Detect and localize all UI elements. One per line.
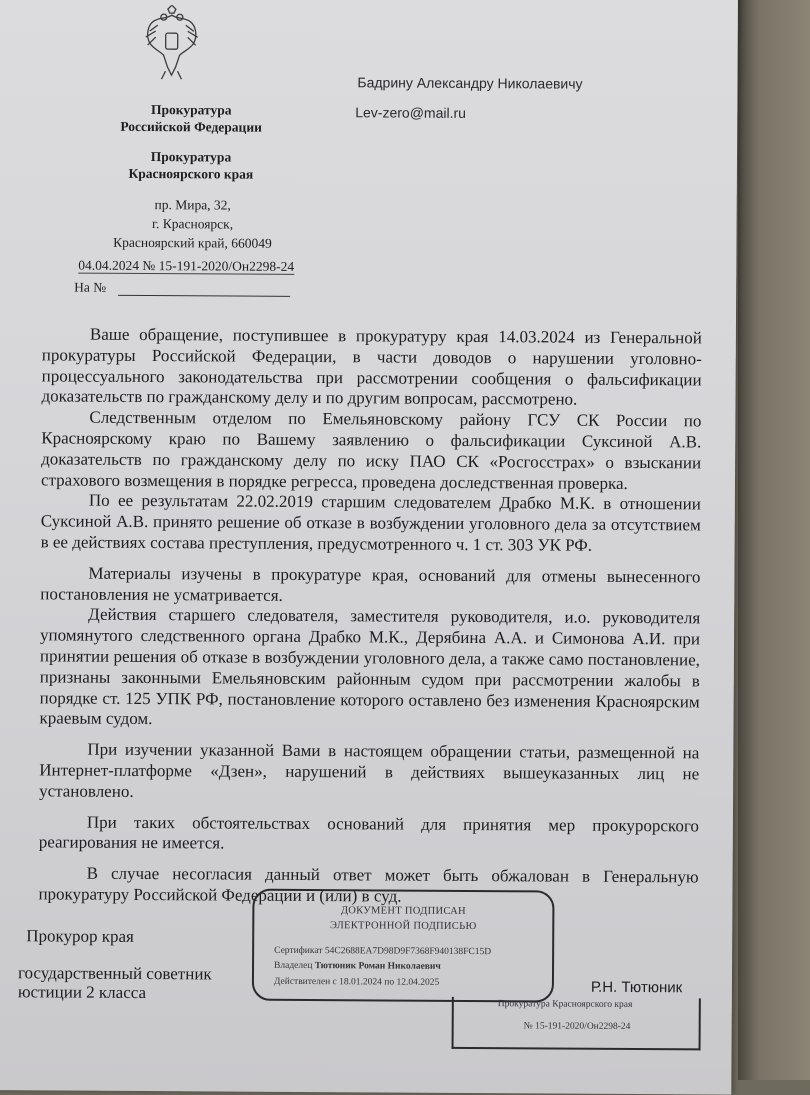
body-paragraph: Действия старшего следователя, заместителя руководителя, и.о. руководителя упомянутого следственного органа Драбко М.К., Дерябина А.А. и Симонова А.И. при принятии решения об отказе в возбуждении уголовного дела, а также само постановление, признаны законными Емельяновским районным судом при рассмотрении жалобы в порядке ст. 125 УПК РФ, постановление которого оставлено без изменения Красноярским краевым судом.: [39, 605, 701, 729]
address-line: пр. Мира, 32,: [154, 197, 231, 213]
body-paragraph: По ее результатам 22.02.2019 старшим следователем Драбко М.К. в отношении Суксиной А.В. принято решение об отказе в возбуждении уголовного дела за отсутствием в ее действиях состава преступления, предусмотренного ч. 1 ст. 303 УК РФ.: [40, 491, 701, 555]
org-line: Прокуратура: [150, 102, 232, 118]
body-paragraph: В случае несогласия данный ответ может быть обжалован в Генеральную прокуратуру Российской Федерации и (или) в суд.: [38, 863, 699, 906]
org-name-regional: [61, 147, 321, 183]
org-line: Красноярского края: [128, 165, 254, 182]
outgoing-ref-text: 04.04.2024 № 15-191-2020/Он2298-24: [78, 257, 295, 274]
body-paragraph: Материалы изучены в прокуратуре края, оснований для отмены вынесенного постановления не усматривается.: [40, 563, 701, 605]
address-line: Красноярский край, 660049: [113, 234, 272, 251]
registration-number: № 15-191-2020/Он2298-24: [523, 1021, 631, 1032]
signatory-name: Р.Н. Тютюник: [590, 978, 683, 997]
body-paragraph: При изучении указанной Вами в настоящем обращении статьи, размещенной на Интернет-платформе «Дзен», нарушений в действиях вышеуказанных лиц не установлено.: [39, 739, 700, 801]
stamp-owner-label: Владелец: [274, 960, 313, 972]
org-line: Российской Федерации: [120, 118, 262, 135]
incoming-reference-label: На №: [74, 279, 107, 295]
org-name-federal: [61, 100, 321, 136]
body-paragraph: При таких обстоятельствах оснований для принятия мер прокурорского реагирования не имеется.: [38, 812, 699, 853]
body-paragraph: Ваше обращение, поступившее в прокуратуру края 14.03.2024 из Генеральной прокуратуры Российской Федерации, в части доводов о нарушении уголовно-процессуального законодательства при рассмотрении сообщения о фальсификации доказательств по гражданскому делу и по другим вопросам, рассмотрено.: [41, 324, 702, 410]
electronic-signature-stamp: [252, 889, 555, 1003]
org-address: [62, 195, 322, 254]
signatory-position: Прокурор края: [26, 926, 134, 946]
registration-org: Прокуратура Красноярского края: [497, 999, 633, 1011]
stamp-title: ЭЛЕКТРОННОЙ ПОДПИСЬЮ: [329, 920, 477, 933]
org-line: Прокуратура: [150, 149, 232, 165]
outgoing-reference: [78, 258, 294, 275]
stamp-certificate: Сертификат 54С2688ЕА7D98D9F7368F940138FC15D: [274, 945, 492, 958]
rank-line: государственный советник: [17, 963, 212, 984]
coat-of-arms-emblem: [139, 5, 203, 81]
stamp-owner-name: Тютюник Роман Николаевич: [314, 961, 441, 972]
recipient-name: Бадрину Александру Николаевичу: [357, 74, 583, 92]
registration-stamp: [452, 997, 701, 1051]
body-paragraph: Следственным отделом по Емельяновскому району ГСУ СК России по Красноярскому краю по Вашему заявлению о фальсификации Суксиной А.В. доказательств по гражданскому делу по иску ПАО СК «Росгосстрах» о взыскании страхового возмещения в порядке регресса, проведена доследственная проверка.: [40, 407, 702, 493]
letter-body: [38, 324, 702, 909]
recipient-email: Lev-zero@mail.ru: [355, 104, 466, 121]
address-line: г. Красноярск,: [151, 216, 234, 232]
incoming-reference-field: [118, 294, 290, 297]
signatory-rank: [18, 963, 212, 1002]
background-surface: [738, 0, 810, 1080]
stamp-validity: Действителен с 18.01.2024 по 12.04.2025: [273, 976, 440, 988]
stamp-owner: [274, 961, 441, 972]
stamp-title: ДОКУМЕНТ ПОДПИСАН: [340, 905, 466, 917]
rank-line: юстиции 2 класса: [17, 982, 147, 1003]
